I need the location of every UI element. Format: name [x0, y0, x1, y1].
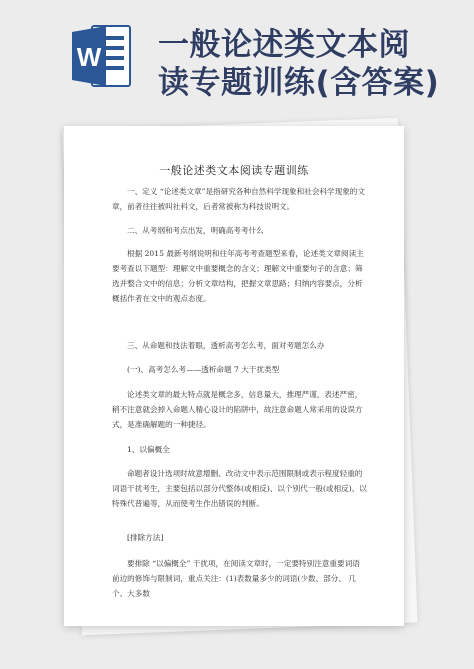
header-banner: [0, 0, 474, 110]
paragraph-subsection-1-heading: (一)、高考怎么考——透析命题 7 大干扰类型: [127, 365, 280, 374]
word-document-icon: [70, 22, 132, 90]
paragraph-point-1-heading: 1、以偏概全: [127, 445, 170, 454]
page-headline: [158, 26, 458, 102]
document-page: [64, 126, 404, 626]
paragraph-section-2-heading: 二、从考纲和考点出发，明确高考考什么: [127, 226, 264, 235]
paragraph-exclusion-method-label: [排除方法]: [127, 533, 164, 542]
word-icon-letter: W: [76, 42, 102, 72]
paragraph-section-3-heading: 三、从命题和技法着眼，透析高考怎么考，面对考题怎么办: [127, 341, 325, 350]
headline-line-1: 一般论述类文本阅: [158, 27, 410, 63]
paragraph-characteristics: 论述类文章的最大特点就是概念多，信息量大，推理严谨，表述严密，稍不注意就会掉入命题人精心设计的陷阱中，故注意命题人常采用的设误方式，是准确解题的一种捷径。: [112, 390, 363, 429]
paragraph-exam-scope: 根据 2015 最新考纲说明和往年高考考查题型来看，论述类文章阅读主要考查以下题型：理解文中重要概念的含义；理解文中重要句子的含意；筛选并整合文中的信息；分析文章结构，把握文章思路；归纳内容要点，分析概括作者在文中的观点态度。: [112, 249, 364, 303]
paragraph-point-1-body: 命题者设计选项时故意增删、改动文中表示范围限制或表示程度轻重的词语干扰考生，主要包括以部分代整体(或相反)、以个别代一般(或相反)、以特殊代普遍等，从而使考生作出错误的判断。: [112, 469, 367, 508]
paragraph-exclusion-method-body: 要排除 “以偏概全” 干扰项，在阅读文章时，一定要特别注意重要词语前边的修饰与限制词，重点关注：(1)表数量多少的词语(少数、部分、 几个、大多数: [112, 559, 360, 598]
headline-line-2: 读专题训练(含答案): [158, 65, 440, 101]
paragraph-definition: 一、定义 “论述类文章”是指研究各种自然科学现象和社会科学现象的文章，前者往往被叫社科文，后者常被称为科技说明文。: [112, 187, 365, 211]
document-title: 一般论述类文本阅读专题训练: [159, 164, 309, 177]
